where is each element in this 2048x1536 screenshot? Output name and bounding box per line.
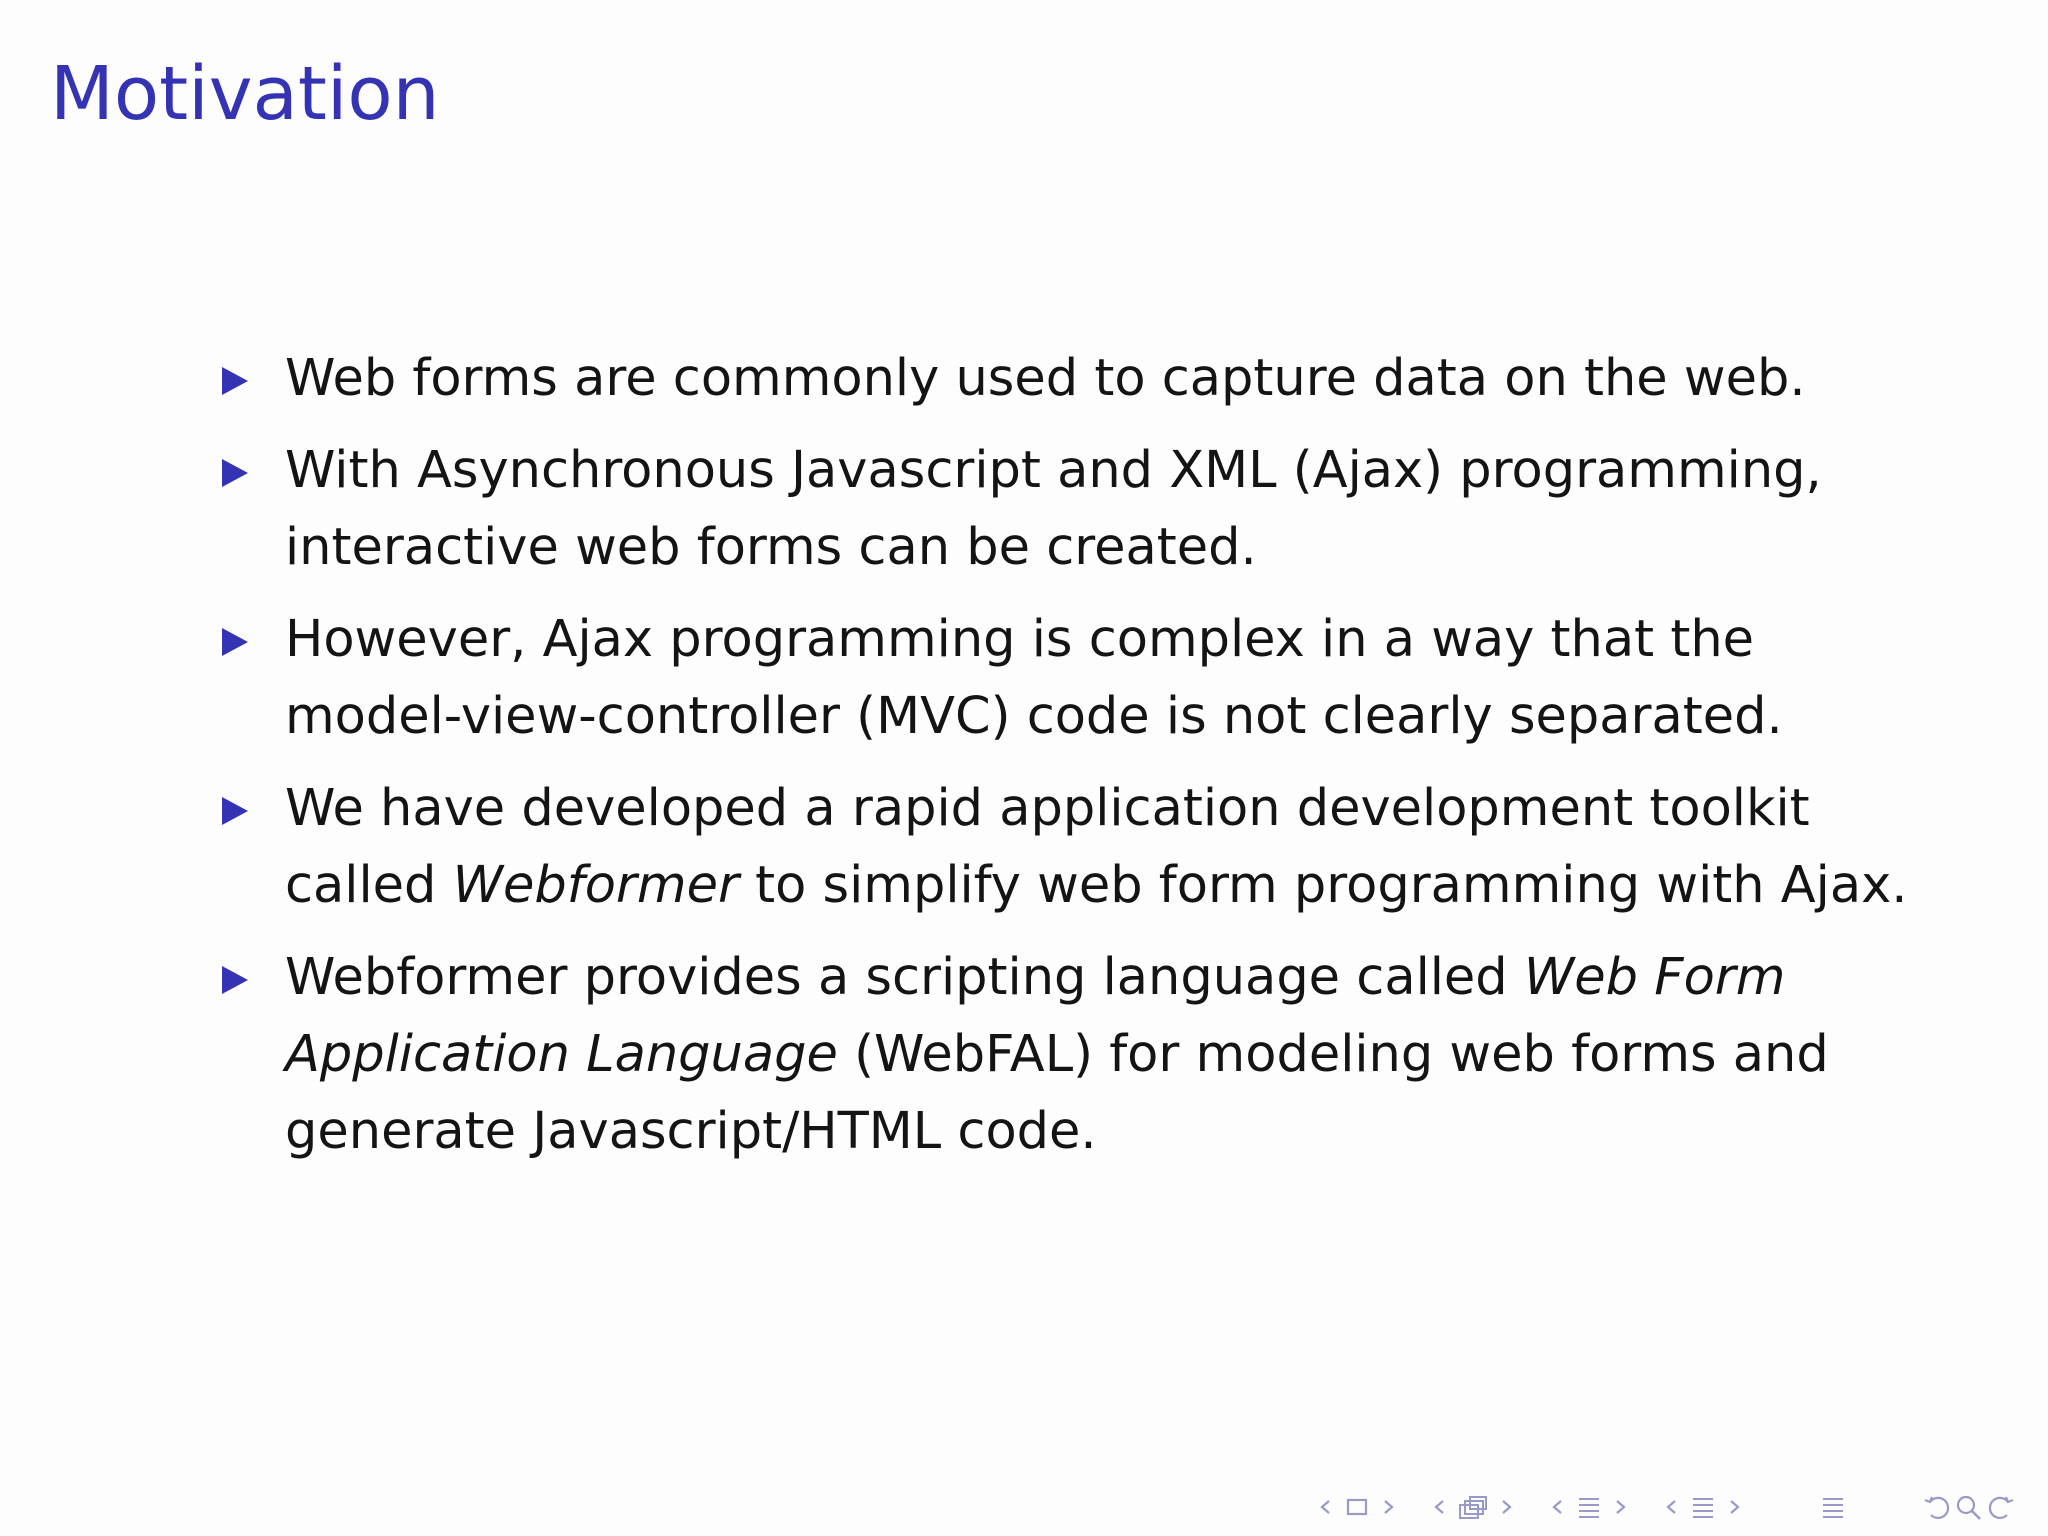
triangle-bullet-icon <box>222 367 248 395</box>
bullet-text: to simplify web form programming with Ajax. <box>738 856 1908 915</box>
nav-prev-document-icon[interactable] <box>1664 1490 1678 1524</box>
frame-icon[interactable] <box>1344 1490 1370 1524</box>
bullet-text-emphasis: Webformer <box>452 856 739 915</box>
document-icon[interactable] <box>1690 1490 1716 1524</box>
triangle-bullet-icon <box>222 628 248 656</box>
triangle-bullet-icon <box>222 797 248 825</box>
nav-next-document-icon[interactable] <box>1728 1490 1742 1524</box>
frame-title: Motivation <box>50 51 440 137</box>
search-icon[interactable] <box>1954 1490 1984 1524</box>
back-icon[interactable] <box>1922 1490 1952 1524</box>
bullet-list <box>220 340 1920 1185</box>
bullet-text: However, Ajax programming is complex in a way that the model-view-controller (MVC) code is not clearly separated. <box>285 610 1783 746</box>
bullet-item <box>220 432 1920 586</box>
forward-icon[interactable] <box>1986 1490 2016 1524</box>
appendix-icon[interactable] <box>1820 1490 1846 1524</box>
bullet-item <box>220 340 1920 417</box>
bullet-text: Web forms are commonly used to capture data on the web. <box>285 349 1806 408</box>
nav-prev-section-icon[interactable] <box>1550 1490 1564 1524</box>
bullet-item <box>220 601 1920 755</box>
bullet-item <box>220 939 1920 1170</box>
bullet-text-emphasis: Web Form Application Language <box>285 948 1786 1084</box>
nav-prev-frame-icon[interactable] <box>1318 1490 1332 1524</box>
bullet-item <box>220 770 1920 924</box>
beamer-navigation-bar <box>1300 1490 2020 1524</box>
section-icon[interactable] <box>1576 1490 1602 1524</box>
subsection-icon[interactable] <box>1456 1490 1490 1524</box>
nav-next-subsection-icon[interactable] <box>1500 1490 1514 1524</box>
triangle-bullet-icon <box>222 966 248 994</box>
nav-next-section-icon[interactable] <box>1614 1490 1628 1524</box>
bullet-text: With Asynchronous Javascript and XML (Ajax) programming, interactive web forms can be created. <box>285 441 1822 577</box>
triangle-bullet-icon <box>222 459 248 487</box>
bullet-text: Webformer provides a scripting language called <box>285 948 1524 1007</box>
nav-next-frame-icon[interactable] <box>1382 1490 1396 1524</box>
bullet-text: We have developed a rapid application development toolkit called <box>285 779 1810 915</box>
bullet-text: (WebFAL) for modeling web forms and generate Javascript/HTML code. <box>285 1025 1829 1161</box>
nav-prev-subsection-icon[interactable] <box>1432 1490 1446 1524</box>
